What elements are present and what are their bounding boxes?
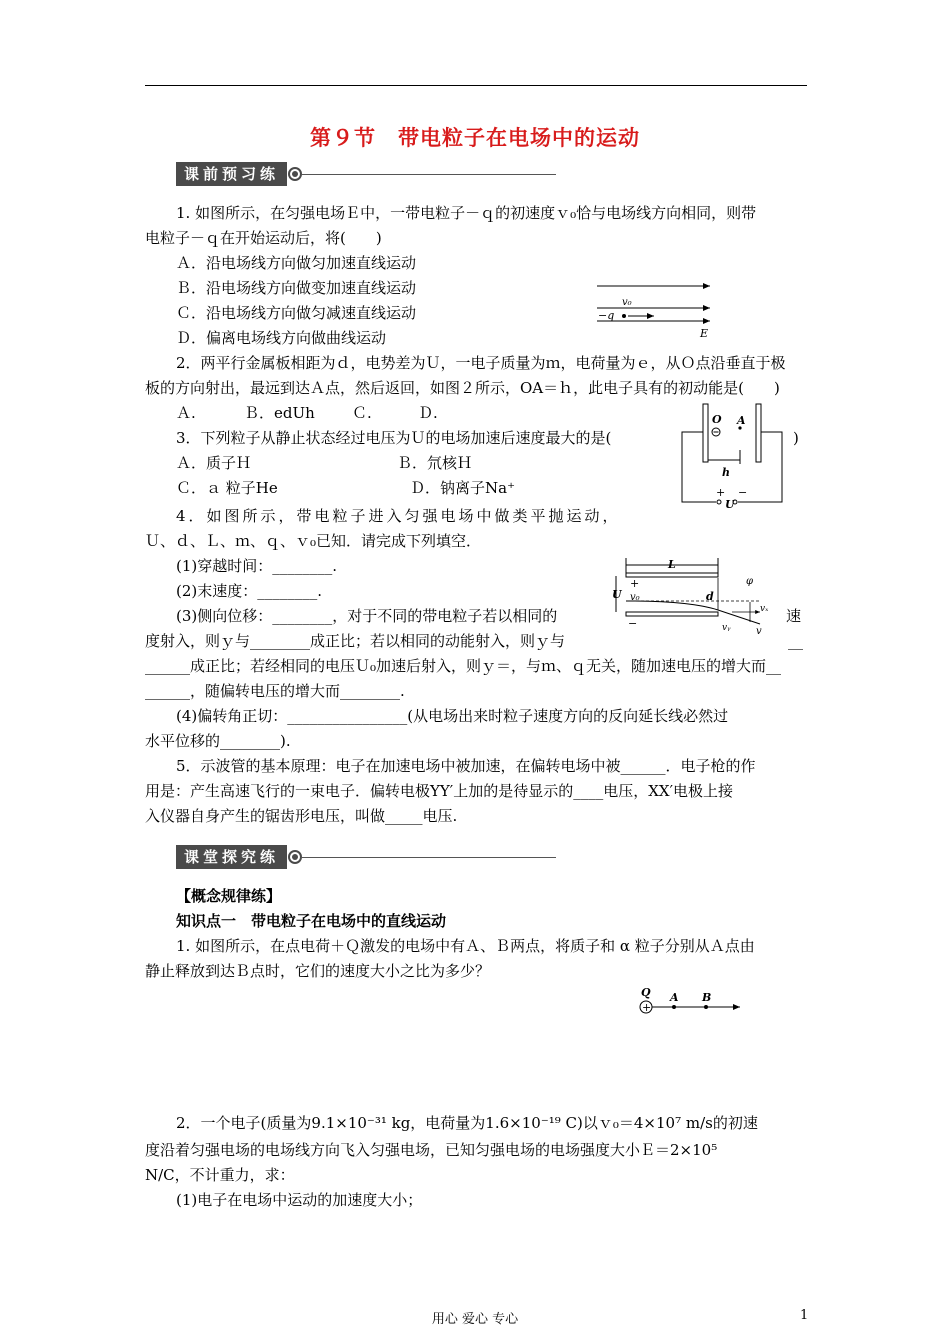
q4-part3-line1: (3)侧向位移：________，对于不同的带电粒子若以相同的 [176,607,558,625]
q2-option-a: Ａ. [176,404,196,422]
minus-label: − [738,486,748,499]
top-plate [626,573,718,577]
q4-part1: (1)穿越时间：________. [176,557,338,575]
section-title-preview: 课前预习练 [176,162,287,186]
point-o-label: O [712,413,722,426]
v0-label: v₀ [630,592,640,603]
trajectory-curve [626,601,718,610]
q4-part4-line1: (4)偏转角正切：________________(从电场出来时粒子速度方向的反向延长线必然过 [176,707,729,725]
q3-option-a: Ａ．质子Ｈ [176,454,252,472]
q1-stem-line1: 1. 如图所示，在匀强电场Ｅ中，一带电粒子－ｑ的初速度ｖ₀恰与电场线方向相同，则带 [176,204,757,222]
q4-part2: (2)末速度：________. [176,582,323,600]
banner-dot-icon [288,850,302,864]
p2-part1: (1)电子在电场中运动的加速度大小； [176,1191,423,1209]
p1-line1: 1. 如图所示，在点电荷＋Ｑ激发的电场中有Ａ、Ｂ两点，将质子和 α 粒子分别从Ａ点由 [176,937,755,955]
q4-part3-blank: __ [788,632,803,650]
q3-stem: 3．下列粒子从静止状态经过电压为Ｕ的电场加速后速度最大的是( [176,429,612,447]
p1-line2: 静止释放到达Ｂ点时，它们的速度大小之比为多少？ [145,962,491,980]
v-label: v [756,626,762,637]
knowledge-point-heading: 知识点一 带电粒子在电场中的直线运动 [176,912,447,930]
plus-label: + [716,486,726,499]
terminal-icon [717,500,721,504]
banner-rule [302,857,556,858]
point-a-label: A [737,414,746,427]
q2-stem-line2: 板的方向射出，最远到达Ａ点，然后返回，如图２所示，OA＝ｈ，此电子具有的初动能是( ) [145,379,780,397]
p2-line1: 2．一个电子(质量为9.1×10⁻³¹ kg，电荷量为1.6×10⁻¹⁹ C)以ｖ₀＝4×10⁷ m/s的初速 [176,1114,758,1132]
phi-label: φ [746,576,754,587]
figure-uniform-field [592,276,722,346]
banner-rule [302,174,556,175]
voltage-label: U [612,588,622,601]
page-title: 第９节 带电粒子在电场中的运动 [310,126,640,150]
q3-stem-close: ) [793,429,799,447]
vx-label: vₓ [760,604,769,614]
q4-part3-line4: ______，随偏转电压的增大而________. [145,682,405,700]
left-plate [703,404,708,462]
point-b-label: B [702,991,712,1004]
point-b-dot [704,1005,708,1009]
q1-option-d: Ｄ．偏离电场线方向做曲线运动 [176,329,387,347]
header-rule [145,85,807,86]
voltage-label: U [725,498,735,511]
q5-line2: 用是：产生高速飞行的一束电子．偏转电极YY′上加的是待显示的____电压，XX′电极上接 [145,782,733,800]
q3-option-d: Ｄ．钠离子Na⁺ [410,479,515,497]
q4-stem-line2: Ｕ、ｄ、Ｌ、ｍ、ｑ、ｖ₀已知．请完成下列填空． [145,532,482,550]
q2-option-b: Ｂ．edUh [244,404,315,422]
q2-option-c: Ｃ. [352,404,372,422]
q4-part3-line2: 度射入，则ｙ与________成正比；若以相同的动能射入，则ｙ与 [145,632,566,650]
length-label: L [668,558,676,571]
plus-label: + [630,577,640,590]
section-banner-preview [176,162,556,186]
q1-option-a: Ａ．沿电场线方向做匀加速直线运动 [176,254,417,272]
p2-line3: N/C，不计重力，求： [145,1166,295,1184]
minus-label: − [628,617,638,630]
q5-line1: 5．示波管的基本原理：电子在加速电场中被加速，在偏转电场中被______．电子枪的作 [176,757,756,775]
footer-text: 用心 爱心 专心 [431,1312,519,1327]
figure-point-charge [632,982,744,1016]
p2-line2: 度沿着匀强电场的电场线方向飞入匀强电场，已知匀强电场的电场强度大小Ｅ＝2×10⁵ [145,1141,718,1159]
q1-option-c: Ｃ．沿电场线方向做匀减速直线运动 [176,304,417,322]
q2-option-d: Ｄ. [418,404,438,422]
charge-label: −q [598,309,615,322]
d-label: d [706,590,714,603]
charge-dot [622,314,626,318]
h-label: h [722,466,730,479]
field-label: E [700,327,709,340]
page-number: 1 [800,1308,809,1323]
q1-option-b: Ｂ．沿电场线方向做变加速直线运动 [176,279,417,297]
q4-part4-line2: 水平位移的________). [145,732,291,750]
charge-label: Q [641,986,651,999]
section-banner-classroom [176,845,556,869]
bottom-plate [626,612,718,616]
q5-line3: 入仪器自身产生的锯齿形电压，叫做_____电压. [145,807,458,825]
q3-option-b: Ｂ．氘核Ｈ [397,454,473,472]
figure-deflection [610,554,780,638]
q4-stem-line1: 4．如图所示，带电粒子进入匀强电场中做类平抛运动， [176,507,621,525]
q4-part3-line3: ______成正比；若经相同的电压Ｕ₀加速后射入，则ｙ＝，与ｍ、ｑ无关，随加速电压的增大而__ [145,657,782,675]
q2-stem-line1: 2．两平行金属板相距为ｄ，电势差为Ｕ，一电子质量为ｍ，电荷量为ｅ，从Ｏ点沿垂直于极 [176,354,786,372]
banner-dot-icon [288,167,302,181]
figure-parallel-plates [676,398,792,512]
section-title-classroom: 课堂探究练 [176,845,287,869]
concept-heading: 【概念规律练】 [176,887,282,905]
point-a-label: A [670,991,679,1004]
v0-label: v₀ [622,297,632,308]
point-a-dot [672,1005,676,1009]
q4-part3-speed: 速 [786,607,802,625]
circuit-wire [682,432,716,502]
vy-label: vᵧ [722,623,731,633]
q1-stem-line2: 电粒子－ｑ在开始运动后，将( ) [145,229,382,247]
right-plate [756,404,761,462]
q3-option-c: Ｃ．ａ 粒子He [176,479,278,497]
charge-sign: + [642,1001,652,1014]
